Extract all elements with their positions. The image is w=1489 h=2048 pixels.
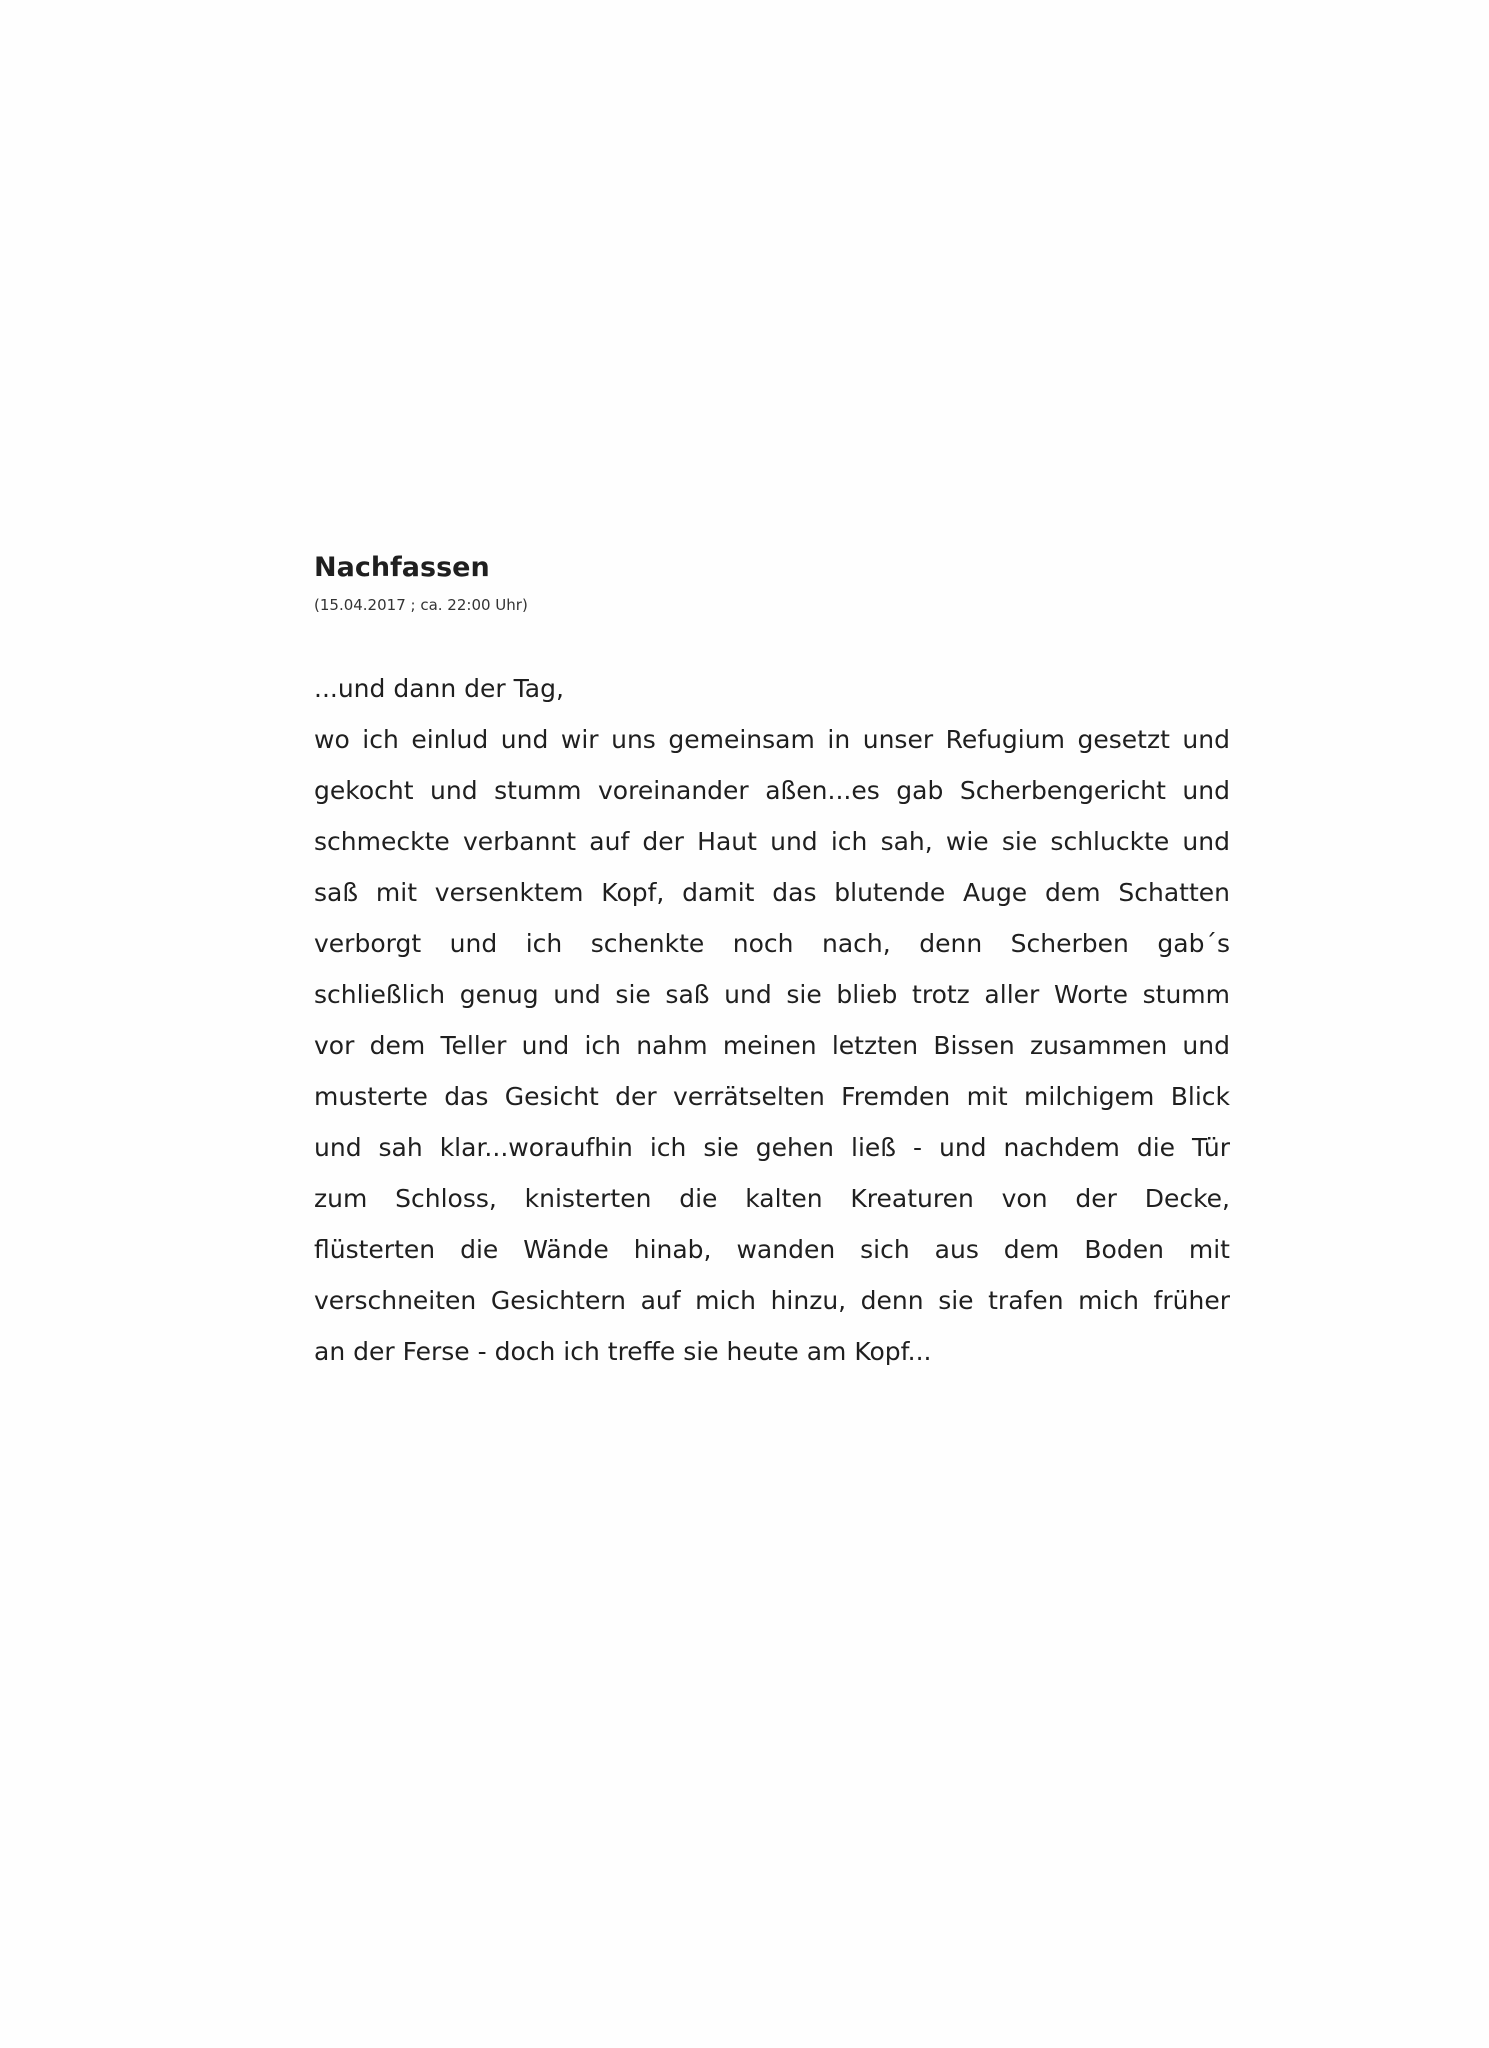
poem-line: gekocht und stumm voreinander aßen...es gab Scherbengericht und <box>314 776 1230 805</box>
poem-content <box>314 548 1230 1377</box>
poem-line: zum Schloss, knisterten die kalten Kreaturen von der Decke, <box>314 1184 1230 1213</box>
poem-title: Nachfassen <box>314 552 490 583</box>
poem-line: an der Ferse - doch ich treffe sie heute am Kopf... <box>314 1337 932 1366</box>
poem-line: verborgt und ich schenkte noch nach, denn Scherben gab´s <box>314 929 1230 958</box>
poem-line: saß mit versenktem Kopf, damit das blutende Auge dem Schatten <box>314 878 1230 907</box>
poem-line: und sah klar...woraufhin ich sie gehen ließ - und nachdem die Tür <box>314 1133 1230 1162</box>
poem-line: verschneiten Gesichtern auf mich hinzu, denn sie trafen mich früher <box>314 1286 1230 1315</box>
poem-line: vor dem Teller und ich nahm meinen letzten Bissen zusammen und <box>314 1031 1230 1060</box>
poem-line: musterte das Gesicht der verrätselten Fremden mit milchigem Blick <box>314 1082 1230 1111</box>
poem-line: flüsterten die Wände hinab, wanden sich aus dem Boden mit <box>314 1235 1230 1264</box>
poem-line: ...und dann der Tag, <box>314 674 564 703</box>
poem-line: schließlich genug und sie saß und sie blieb trotz aller Worte stumm <box>314 980 1230 1009</box>
poem-body <box>314 663 1230 1377</box>
poem-line: schmeckte verbannt auf der Haut und ich sah, wie sie schluckte und <box>314 827 1230 856</box>
poem-line: wo ich einlud und wir uns gemeinsam in unser Refugium gesetzt und <box>314 725 1230 754</box>
poem-date: (15.04.2017 ; ca. 22:00 Uhr) <box>314 596 528 614</box>
